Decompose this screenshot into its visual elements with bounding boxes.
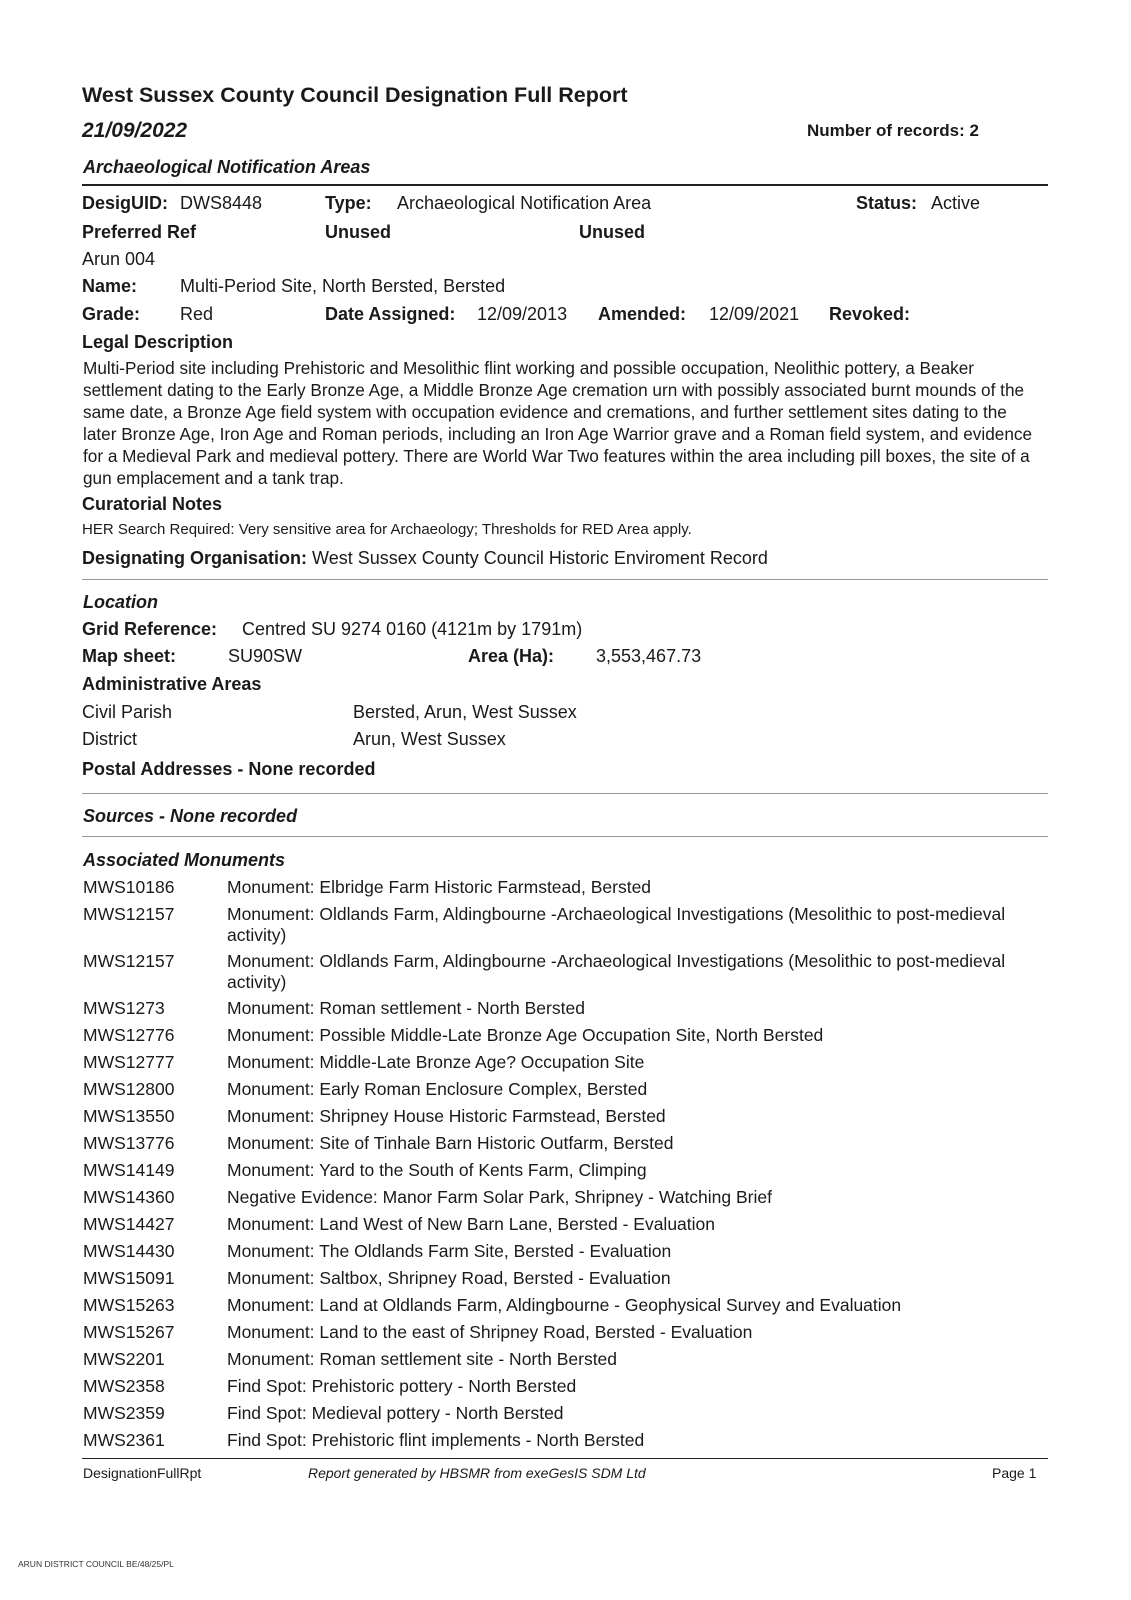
monuments-heading: Associated Monuments xyxy=(83,850,286,870)
monument-description: Monument: Middle-Late Bronze Age? Occupation Site xyxy=(227,1052,645,1072)
postal-addresses xyxy=(82,759,375,780)
desiguid-value: DWS8448 xyxy=(180,193,263,213)
monument-description: Monument: Oldlands Farm, Aldingbourne -Archaeological Investigations (Mesolithic to post-medieval activity) xyxy=(227,904,1006,945)
monument-id: MWS12776 xyxy=(83,1025,175,1045)
location-heading: Location xyxy=(83,592,158,612)
unused-label-2: Unused xyxy=(579,222,646,242)
record-count-label: Number of records: xyxy=(807,121,965,140)
preferred-ref-label: Preferred Ref xyxy=(82,222,197,242)
divider-location xyxy=(82,579,1048,580)
monument-description: Monument: Yard to the South of Kents Farm, Climping xyxy=(227,1160,647,1180)
name-label: Name: xyxy=(82,276,138,296)
unused-label-1: Unused xyxy=(325,222,392,242)
designating-organisation xyxy=(82,548,768,569)
monument-description: Monument: Possible Middle-Late Bronze Age Occupation Site, North Bersted xyxy=(227,1025,824,1045)
type-label: Type: xyxy=(325,193,372,213)
grade-label: Grade: xyxy=(82,304,141,324)
grid-ref-label: Grid Reference: xyxy=(82,619,218,639)
admin-areas-heading: Administrative Areas xyxy=(82,674,262,694)
grid-ref-value: Centred SU 9274 0160 (4121m by 1791m) xyxy=(242,619,583,639)
civil-parish-label: Civil Parish xyxy=(82,702,173,722)
grade-value: Red xyxy=(180,304,214,324)
legal-description-heading: Legal Description xyxy=(82,332,234,352)
divider-monuments xyxy=(82,836,1048,837)
legal-description-text: Multi-Period site including Prehistoric and Mesolithic flint working and possible occupation, Neolithic pottery, a Beaker settlement dating to the Early Bronze Age, a Middle Bronze Age cremation urn with possibly associated burnt mounds of the same date, a Bronze Age field system with occupation evidence and cremations, and further settlement sites dating to the later Bronze Age, Iron Age and Roman periods, including an Iron Age Warrior grave and a Roman field system, and evidence for a Medieval Park and medieval pottery. There are World War Two features within the area including pill boxes, the site of a gun emplacement and a tank trap. xyxy=(83,358,1033,488)
monument-description: Find Spot: Prehistoric pottery - North Bersted xyxy=(227,1376,577,1396)
area-value: 3,553,467.73 xyxy=(596,646,702,666)
civil-parish-value: Bersted, Arun, West Sussex xyxy=(353,702,577,722)
council-stamp: ARUN DISTRICT COUNCIL BE/48/25/PL xyxy=(18,1559,174,1569)
date-assigned-value: 12/09/2013 xyxy=(477,304,568,324)
monument-id: MWS15267 xyxy=(83,1322,175,1342)
monument-id: MWS2358 xyxy=(83,1376,165,1396)
footer-rule xyxy=(82,1458,1048,1459)
monument-id: MWS15263 xyxy=(83,1295,175,1315)
monument-id: MWS2361 xyxy=(83,1430,165,1450)
monument-description: Monument: Land at Oldlands Farm, Aldingbourne - Geophysical Survey and Evaluation xyxy=(227,1295,902,1315)
monument-id: MWS2201 xyxy=(83,1349,165,1369)
footer-generator: Report generated by HBSMR from exeGesIS SDM Ltd xyxy=(308,1465,646,1481)
monument-id: MWS10186 xyxy=(83,877,175,897)
monument-description: Monument: Early Roman Enclosure Complex, Bersted xyxy=(227,1079,648,1099)
monument-description: Monument: Elbridge Farm Historic Farmstead, Bersted xyxy=(227,877,652,897)
status-label: Status: xyxy=(856,193,918,213)
name-value: Multi-Period Site, North Bersted, Bersted xyxy=(180,276,506,296)
monument-id: MWS13776 xyxy=(83,1133,175,1153)
monument-id: MWS14427 xyxy=(83,1214,175,1234)
monument-description: Negative Evidence: Manor Farm Solar Park, Shripney - Watching Brief xyxy=(227,1187,772,1207)
curatorial-notes-heading: Curatorial Notes xyxy=(82,494,223,514)
monument-description: Monument: Shripney House Historic Farmstead, Bersted xyxy=(227,1106,666,1126)
record-count xyxy=(807,121,979,141)
postal-addresses-value: None recorded xyxy=(248,759,376,779)
designating-org-label: Designating Organisation: xyxy=(82,548,308,568)
monument-id: MWS14430 xyxy=(83,1241,175,1261)
date-assigned-label: Date Assigned: xyxy=(325,304,456,324)
report-date: 21/09/2022 xyxy=(82,119,188,142)
record-count-value: 2 xyxy=(969,121,979,140)
monument-id: MWS14149 xyxy=(83,1160,175,1180)
area-label: Area (Ha): xyxy=(468,646,555,666)
monument-id: MWS14360 xyxy=(83,1187,175,1207)
monument-description: Monument: Land West of New Barn Lane, Bersted - Evaluation xyxy=(227,1214,716,1234)
monument-description: Find Spot: Medieval pottery - North Bersted xyxy=(227,1403,564,1423)
monument-id: MWS12157 xyxy=(83,951,175,971)
monument-description: Monument: Roman settlement - North Bersted xyxy=(227,998,585,1018)
monument-description: Monument: Land to the east of Shripney Road, Bersted - Evaluation xyxy=(227,1322,753,1342)
divider-sources xyxy=(82,793,1048,794)
monument-description: Monument: Site of Tinhale Barn Historic Outfarm, Bersted xyxy=(227,1133,674,1153)
district-label: District xyxy=(82,729,137,749)
monument-id: MWS12777 xyxy=(83,1052,175,1072)
monument-id: MWS12157 xyxy=(83,904,175,924)
designating-org-value: West Sussex County Council Historic Enviroment Record xyxy=(312,548,768,568)
monument-description: Monument: Oldlands Farm, Aldingbourne -Archaeological Investigations (Mesolithic to post-medieval activity) xyxy=(227,951,1006,992)
section-title: Archaeological Notification Areas xyxy=(83,157,371,177)
preferred-ref-value: Arun 004 xyxy=(82,249,156,269)
footer-report-code: DesignationFullRpt xyxy=(83,1465,202,1481)
monument-id: MWS12800 xyxy=(83,1079,175,1099)
monument-id: MWS1273 xyxy=(83,998,165,1018)
header-rule xyxy=(82,184,1048,186)
district-value: Arun, West Sussex xyxy=(353,729,506,749)
monument-id: MWS15091 xyxy=(83,1268,175,1288)
monument-id: MWS13550 xyxy=(83,1106,175,1126)
type-value: Archaeological Notification Area xyxy=(397,193,652,213)
monument-description: Find Spot: Prehistoric flint implements - North Bersted xyxy=(227,1430,645,1450)
map-sheet-label: Map sheet: xyxy=(82,646,177,666)
monument-id: MWS2359 xyxy=(83,1403,165,1423)
sources-heading: Sources - None recorded xyxy=(83,806,298,826)
monument-description: Monument: Roman settlement site - North Bersted xyxy=(227,1349,618,1369)
amended-value: 12/09/2021 xyxy=(709,304,800,324)
curatorial-notes-text: HER Search Required: Very sensitive area for Archaeology; Thresholds for RED Area apply. xyxy=(82,521,692,538)
monument-description: Monument: Saltbox, Shripney Road, Bersted - Evaluation xyxy=(227,1268,671,1288)
postal-addresses-label: Postal Addresses - xyxy=(82,759,244,779)
revoked-label: Revoked: xyxy=(829,304,911,324)
report-title: West Sussex County Council Designation Full Report xyxy=(82,83,628,107)
desiguid-label: DesigUID: xyxy=(82,193,169,213)
page-number: Page 1 xyxy=(992,1465,1037,1481)
map-sheet-value: SU90SW xyxy=(228,646,303,666)
status-value: Active xyxy=(931,193,981,213)
monument-description: Monument: The Oldlands Farm Site, Bersted - Evaluation xyxy=(227,1241,672,1261)
amended-label: Amended: xyxy=(598,304,687,324)
